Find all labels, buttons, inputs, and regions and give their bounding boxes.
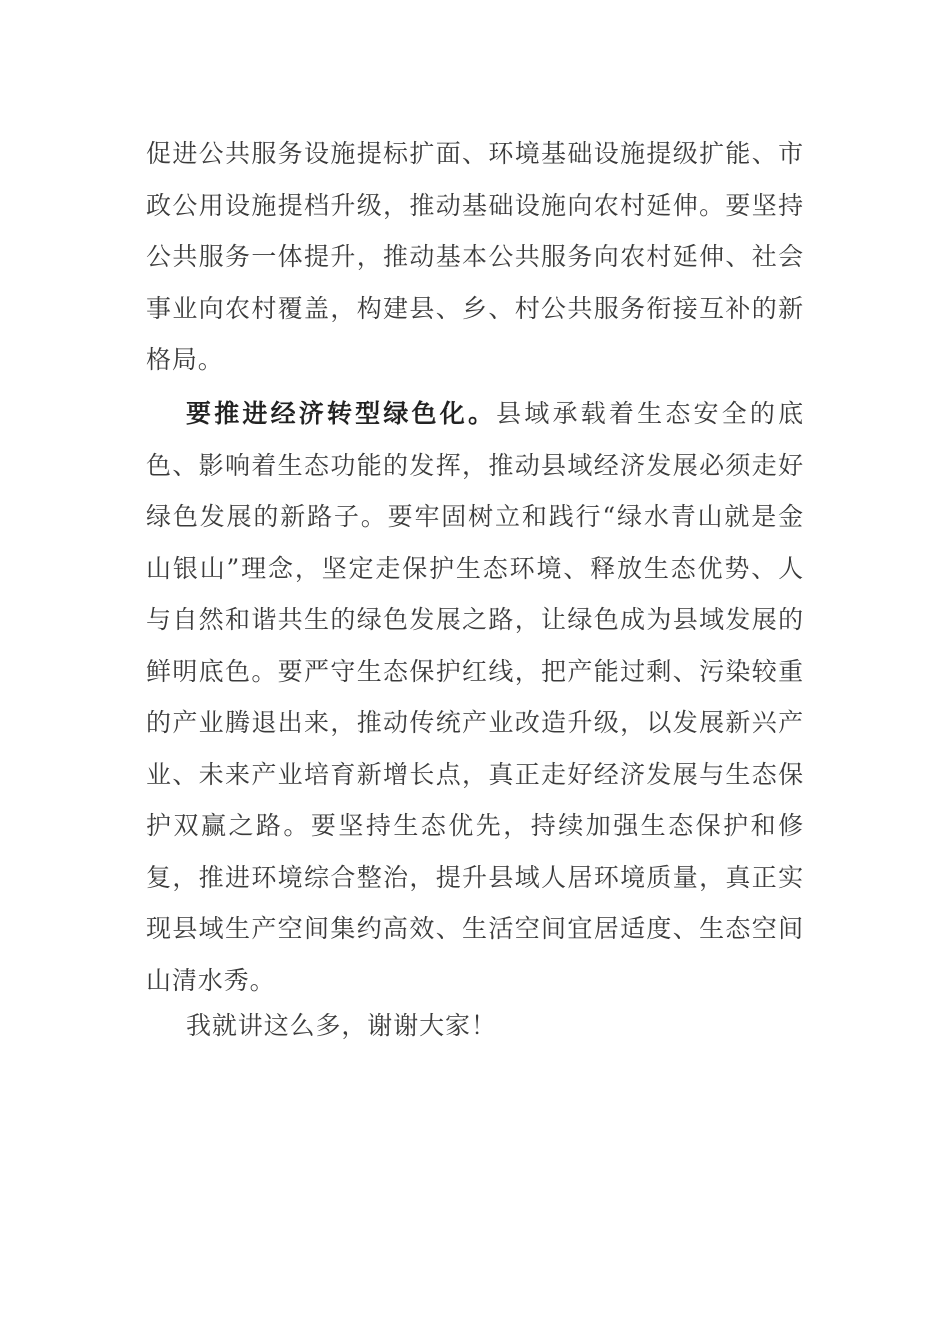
- body-paragraph-green-transformation: [146, 388, 804, 1006]
- body-paragraph-infrastructure: 促进公共服务设施提标扩面、环境基础设施提级扩能、市政公用设施提档升级，推动基础设施向农村延伸。要坚持公共服务一体提升，推动基本公共服务向农村延伸、社会事业向农村覆盖，构建县、乡、村公共服务衔接互补的新格局。: [146, 139, 804, 374]
- paragraph-heading: 要推进经济转型绿色化。: [186, 399, 497, 428]
- closing-remark: 我就讲这么多，谢谢大家！: [186, 1011, 497, 1040]
- paragraph-body: 县域承载着生态安全的底色、影响着生态功能的发挥，推动县域经济发展必须走好绿色发展的新路子。要牢固树立和践行“绿水青山就是金山银山”理念，坚定走保护生态环境、释放生态优势、人与自然和谐共生的绿色发展之路，让绿色成为县域发展的鲜明底色。要严守生态保护红线，把产能过剩、污染较重的产业腾退出来，推动传统产业改造升级，以发展新兴产业、未来产业培育新增长点，真正走好经济发展与生态保护双赢之路。要坚持生态优先，持续加强生态保护和修复，推进环境综合整治，提升县域人居环境质量，真正实现县域生产空间集约高效、生活空间宜居适度、生态空间山清水秀。: [146, 399, 805, 995]
